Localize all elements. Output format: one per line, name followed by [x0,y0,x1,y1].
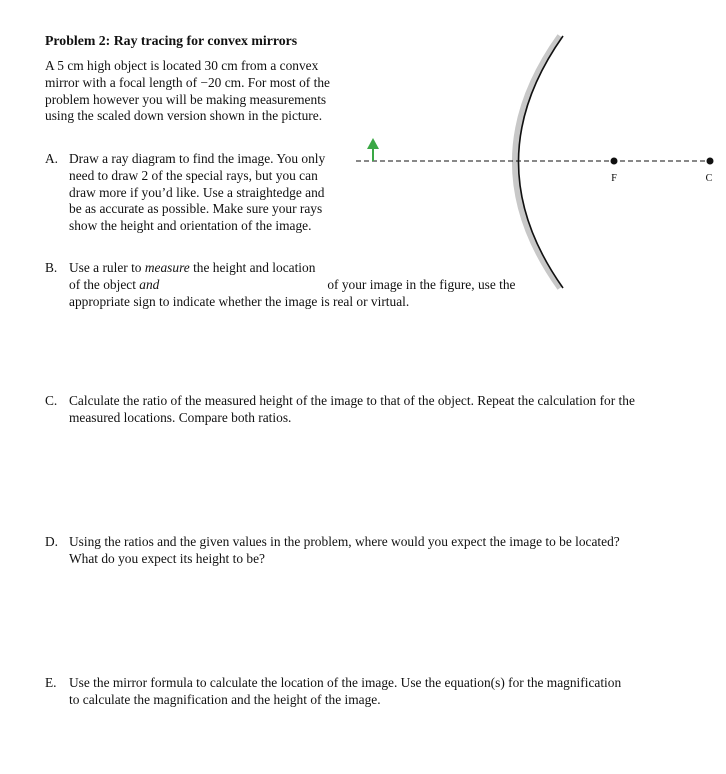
question-d-label: D. [45,534,59,549]
center-point [707,158,714,165]
question-d-text: Using the ratios and the given values in the problem, where would you expect the image to be located? What do you expect its height to be? [69,534,620,566]
focal-label: F [611,173,617,184]
question-c-text: Calculate the ratio of the measured height of the image to that of the object. Repeat the calculation for the measured locations. Compare both ratios. [69,393,635,425]
question-b-text: Use a ruler to measure the height and location of the object and of your image in the figure, use the appropriate sign to indicate whether the image is real or virtual. [69,260,516,309]
object-arrow [367,138,379,161]
problem-title: Problem 2: Ray tracing for convex mirrors [45,33,298,48]
question-e-label: E. [45,675,57,690]
mirror-backing [515,36,560,288]
question-e-text: Use the mirror formula to calculate the location of the image. Use the equation(s) for the magnification to calculate the magnification and the height of the image. [69,675,622,707]
focal-point [611,158,618,165]
question-a-label: A. [45,151,59,166]
convex-mirror [519,36,564,288]
question-c-label: C. [45,393,58,408]
center-label: C [705,173,713,184]
ray-diagram [0,0,726,320]
question-b-label: B. [45,260,58,275]
problem-intro: A 5 cm high object is located 30 cm from a convex mirror with a focal length of −20 cm. For most of the problem however you will be making measurements using the scaled down version shown in the picture. [45,58,330,124]
question-a-text: Draw a ray diagram to find the image. You only need to draw 2 of the special rays, but you can draw more if you’d like. Use a straightedge and be as accurate as possible. Make sure your rays show the height and orientation of the image. [69,151,326,234]
